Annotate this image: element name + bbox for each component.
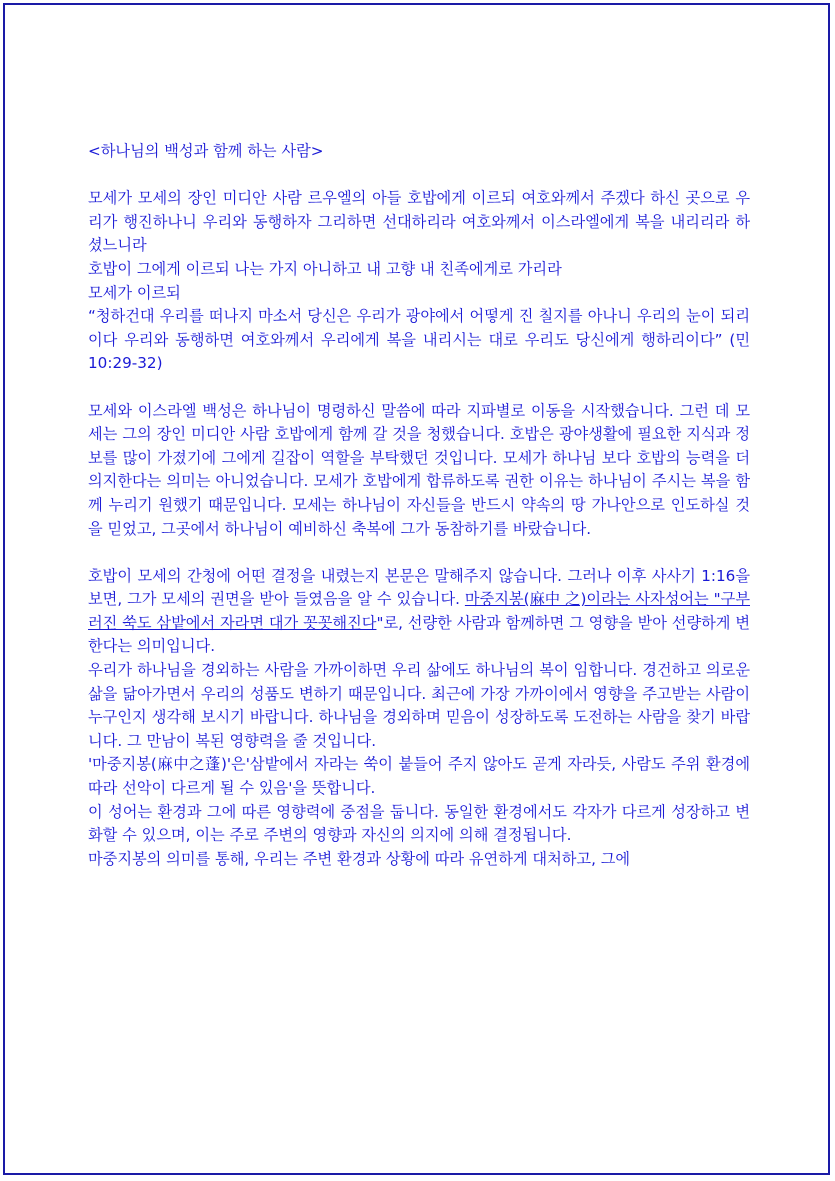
paragraph-conclusion: 마중지봉의 의미를 통해, 우리는 주변 환경과 상황에 따라 유연하게 대처하고, 그에 bbox=[88, 849, 631, 868]
scripture-line-1: 모세가 모세의 장인 미디안 사람 르우엘의 아들 호밥에게 이르되 여호와께서 주겠다 하신 곳으로 우리가 행진하나니 우리와 동행하자 그리하면 선대하리라 여호와께서 이스라엘에게 복을 내리리라 하셨느니라 bbox=[88, 189, 750, 255]
document-body bbox=[88, 140, 750, 871]
paragraph-idiom-meaning: '마중지봉(麻中之蓬)'은'삼밭에서 자라는 쑥이 붙들어 주지 않아도 곧게 자라듯, 사람도 주위 환경에 따라 선악이 다르게 될 수 있음'을 뜻합니다. bbox=[88, 755, 750, 798]
page-title: <하나님의 백성과 함께 하는 사람> bbox=[88, 142, 324, 160]
paragraph-hobab-decision bbox=[88, 565, 750, 659]
paragraph-text: 호밥이 모세의 간청에 어떤 결정을 내렸는지 본문은 말해주지 않습니다. 그러나 이후 사사기 1:16을 보면, 그가 모세의 권면을 받아 들였음을 알 수 있습니다. bbox=[88, 566, 750, 609]
scripture-line-3: 모세가 이르되 bbox=[88, 283, 181, 302]
scripture-line-2: 호밥이 그에게 이르되 나는 가지 아니하고 내 고향 내 친족에게로 가리라 bbox=[88, 259, 562, 278]
paragraph-fear-god: 우리가 하나님을 경외하는 사람을 가까이하면 우리 삶에도 하나님의 복이 임합니다. 경건하고 의로운 삶을 닮아가면서 우리의 성품도 변하기 때문입니다. 최근에 가장 가까이에서 영향을 주고받는 사람이 누구인지 생각해 보시기 바랍니다. 하나님을 경외하며 믿음이 성장하도록 도전하는 사람을 찾기 바랍니다. 그 만남이 복된 영향력을 줄 것입니다. bbox=[88, 661, 750, 750]
paragraph-text: "로, 선량한 사람과 함께하면 그 영향을 받아 선량하게 변한다는 의미입니다. bbox=[88, 613, 751, 656]
paragraph-moses-hobab: 모세와 이스라엘 백성은 하나님이 명령하신 말씀에 따라 지파별로 이동을 시작했습니다. 그런 데 모세는 그의 장인 미디안 사람 호밥에게 함께 갈 것을 청했습니다. 호밥은 광야생활에 필요한 지식과 정보를 많이 가졌기에 그에게 길잡이 역할을 부탁했던 것입니다. 모세가 하나님 보다 호밥의 능력을 더 의지한다는 의미는 아니었습니다. 모세가 호밥에게 합류하도록 권한 이유는 하나님이 주시는 복을 함께 누리기 원했기 때문입니다. 모세는 하나님이 자신들을 반드시 약속의 땅 가나안으로 인도하실 것을 믿었고, 그곳에서 하나님이 예비하신 축복에 그가 동참하기를 바랐습니다. bbox=[88, 401, 750, 538]
paragraph-idiom-focus: 이 성어는 환경과 그에 따른 영향력에 중점을 둡니다. 동일한 환경에서도 각자가 다르게 성장하고 변화할 수 있으며, 이는 주로 주변의 영향과 자신의 의지에 의해 결정됩니다. bbox=[88, 802, 750, 845]
spacer bbox=[88, 541, 750, 565]
scripture-quote: “청하건대 우리를 떠나지 마소서 당신은 우리가 광야에서 어떻게 진 칠지를 아나니 우리의 눈이 되리이다 우리와 동행하면 여호와께서 우리에게 복을 내리시는 대로 우리도 당신에게 행하리이다” (민10:29-32) bbox=[88, 307, 750, 373]
spacer bbox=[88, 376, 750, 400]
underlined-proverb: 마중지봉(麻中 之)이라는 사자성어는 "구부러진 쑥도 삼밭에서 자라면 대가 꼿꼿해진다 bbox=[88, 590, 750, 632]
